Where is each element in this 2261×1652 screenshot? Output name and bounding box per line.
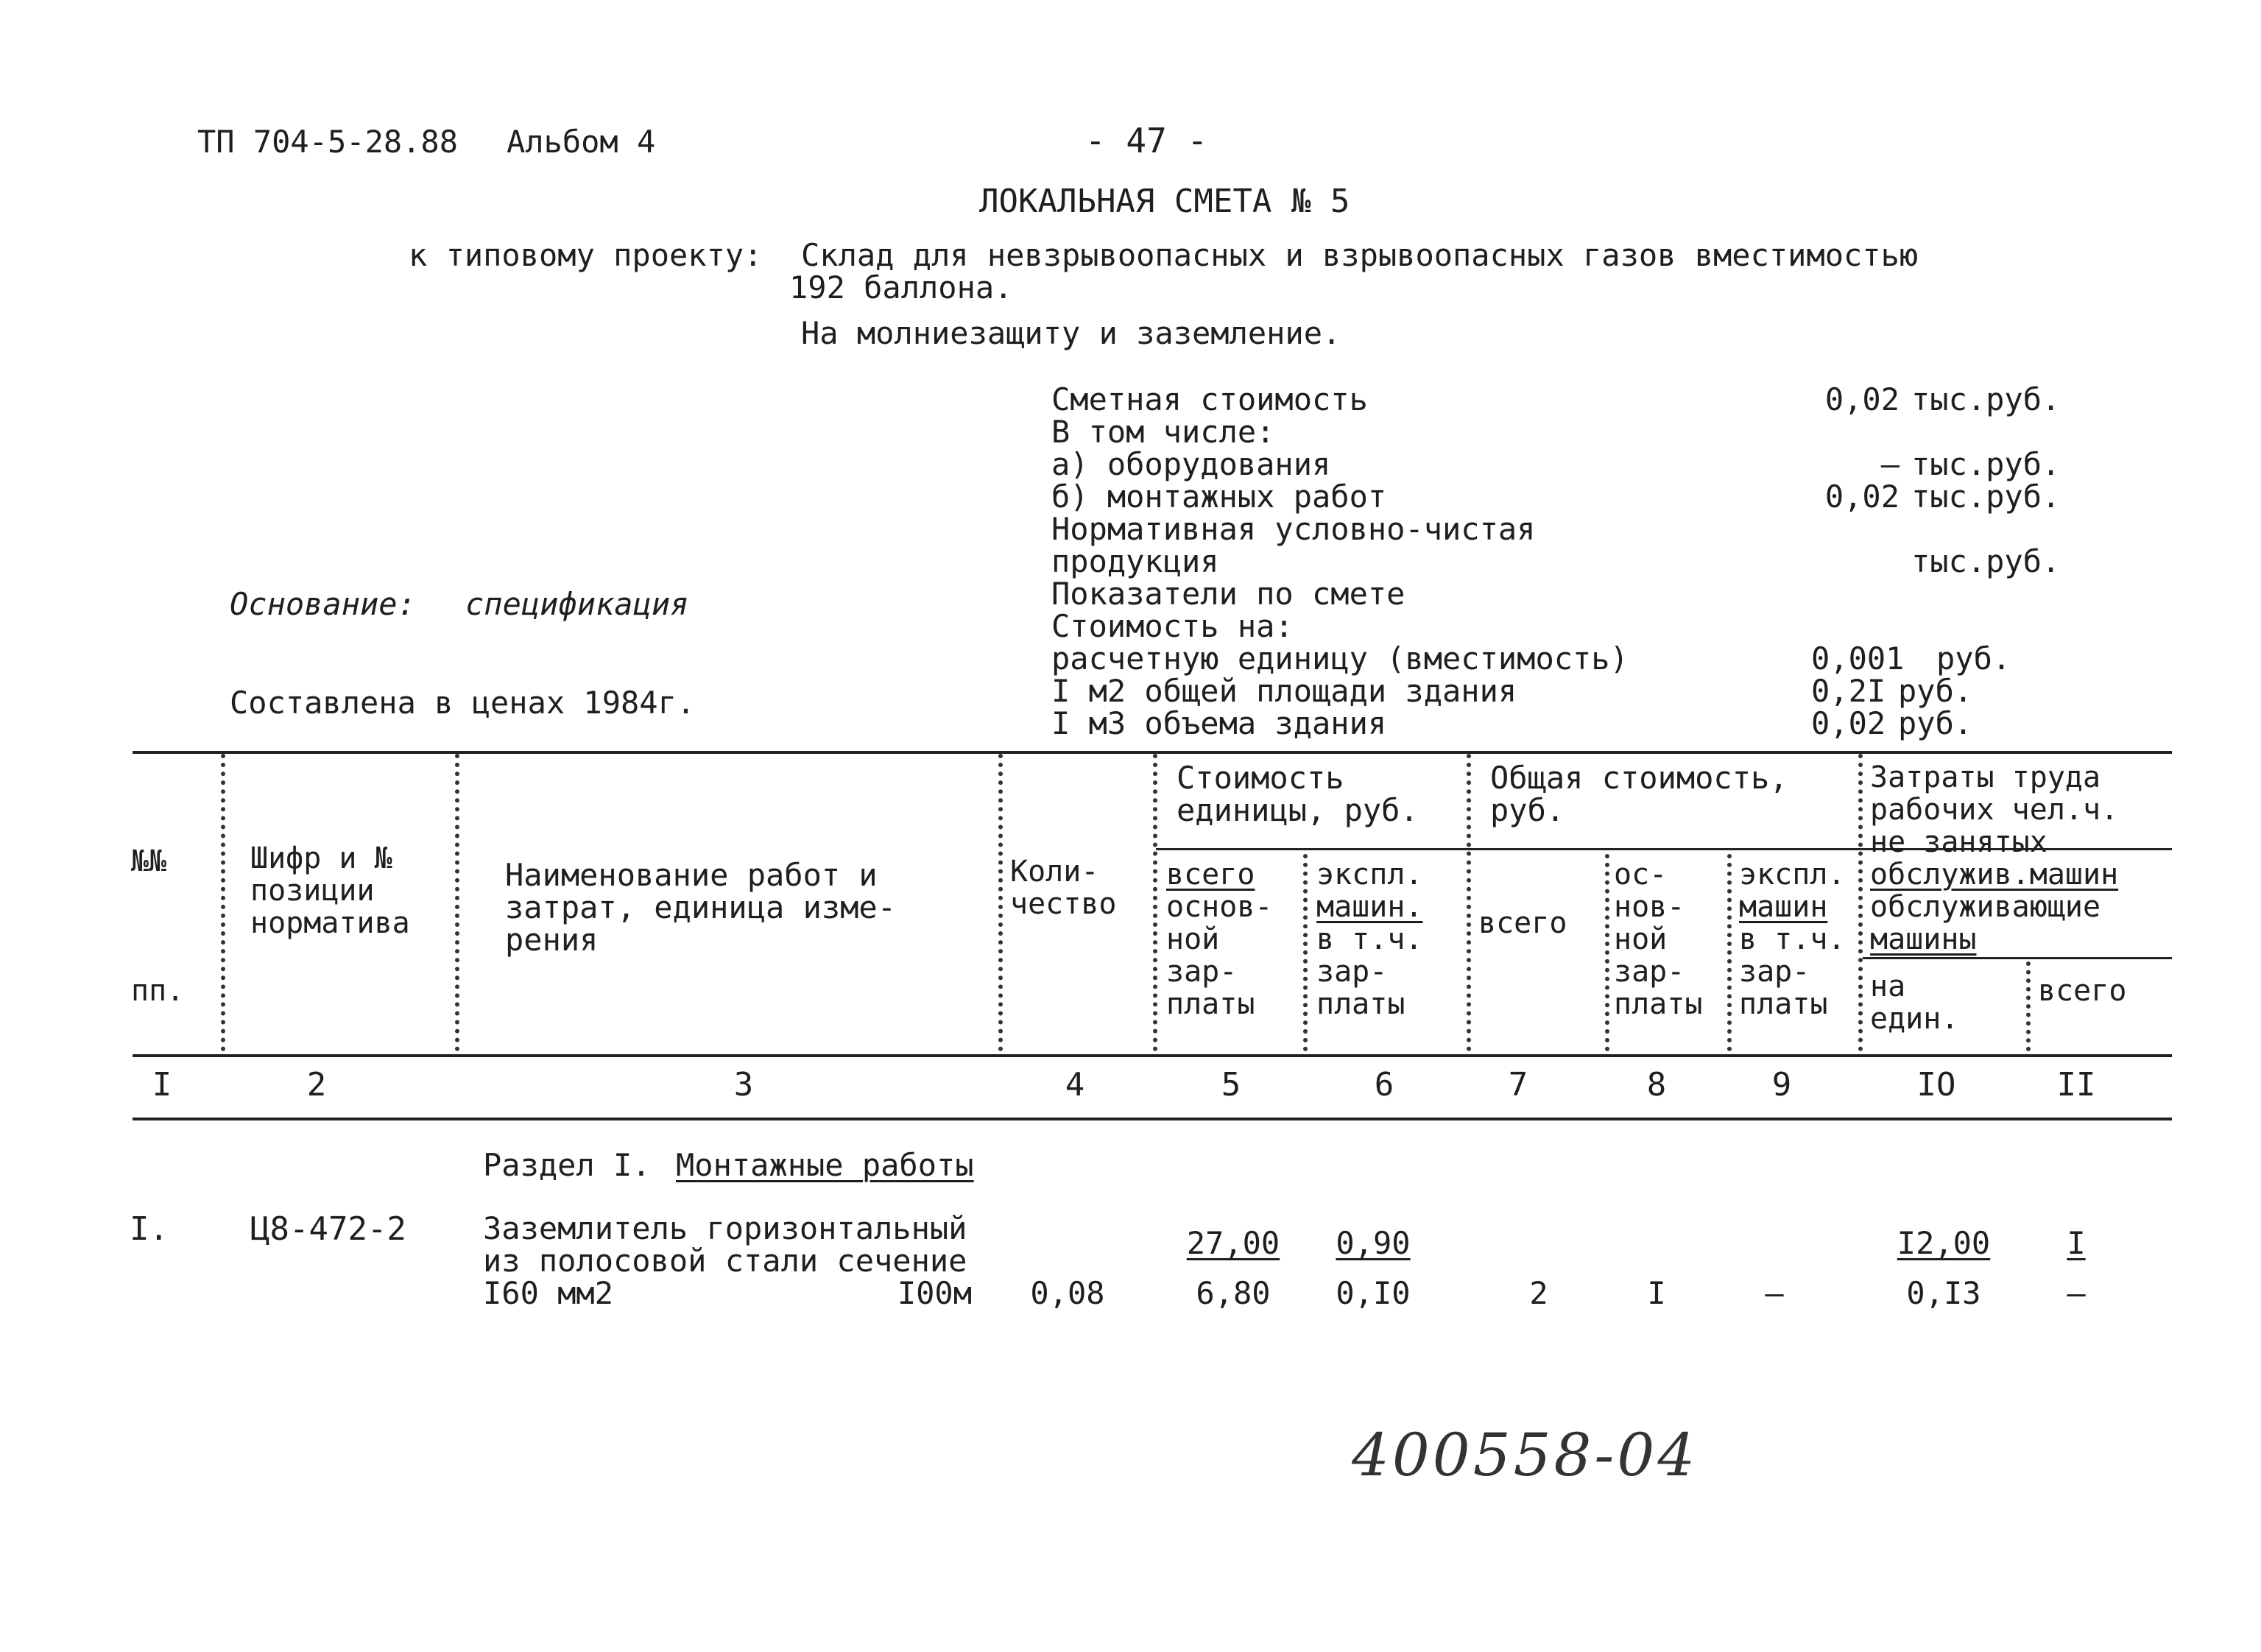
column-separator bbox=[1727, 854, 1732, 1051]
summary-label: I м2 общей площади здания bbox=[1051, 673, 1517, 709]
section-title: Монтажные работы bbox=[676, 1147, 974, 1183]
page-number: - 47 - bbox=[1085, 121, 1208, 160]
header-work-name: Наименование работ и bbox=[505, 857, 878, 893]
column-separator bbox=[1467, 754, 1471, 1051]
row-col7-total: 2 bbox=[1529, 1275, 1548, 1311]
summary-label: расчетную единицу (вместимость) bbox=[1051, 640, 1629, 677]
column-separator bbox=[1153, 754, 1157, 1051]
row-col6-machines: 0,90 bbox=[1336, 1225, 1411, 1261]
project-name-line-1: Склад для невзрывоопасных и взрывоопасных газов вместимостью bbox=[801, 237, 1919, 273]
column-number: 6 bbox=[1374, 1066, 1394, 1104]
estimate-purpose: На молниезащиту и заземление. bbox=[801, 315, 1341, 351]
header-code: Шифр и № bbox=[250, 841, 392, 875]
summary-unit: тыс.руб. bbox=[1911, 381, 2061, 417]
header-col8: ос- bbox=[1614, 858, 1668, 892]
summary-label: Показатели по смете bbox=[1051, 576, 1405, 612]
header-col9: в т.ч. bbox=[1739, 922, 1846, 956]
row-number: I. bbox=[130, 1210, 169, 1248]
summary-unit: тыс.руб. bbox=[1911, 446, 2061, 482]
row-col10-per-unit: I2,00 bbox=[1897, 1225, 1991, 1261]
header-col6: зар- bbox=[1316, 955, 1388, 989]
summary-value: – bbox=[1880, 446, 1900, 482]
handwritten-number: 400558-04 bbox=[1352, 1421, 1699, 1489]
header-col8: зар- bbox=[1614, 955, 1685, 989]
column-separator bbox=[998, 754, 1003, 1051]
header-col6: машин. bbox=[1316, 890, 1423, 924]
header-col6: платы bbox=[1316, 987, 1405, 1021]
header-col5: всего bbox=[1166, 858, 1255, 892]
summary-unit: руб. bbox=[1898, 705, 1973, 741]
column-number: II bbox=[2056, 1066, 2096, 1104]
header-unit-cost: Стоимость bbox=[1177, 760, 1344, 796]
header-col9: зар- bbox=[1739, 955, 1810, 989]
header-work-name: затрат, единица изме- bbox=[505, 889, 897, 925]
summary-value: 0,02 bbox=[1824, 479, 1900, 515]
header-quantity: Коли- bbox=[1010, 855, 1099, 889]
summary-unit: тыс.руб. bbox=[1911, 479, 2061, 515]
column-number: 2 bbox=[306, 1066, 327, 1104]
row-col11-total-machines: – bbox=[2067, 1275, 2086, 1311]
row-col8-wages: I bbox=[1647, 1275, 1666, 1311]
column-separator bbox=[455, 754, 459, 1051]
summary-value: 0,02 bbox=[1811, 705, 1886, 741]
header-labor: не занятых bbox=[1870, 825, 2047, 859]
row-unit: I00м bbox=[897, 1275, 972, 1311]
summary-label: б) монтажных работ bbox=[1051, 479, 1387, 515]
header-col7: всего bbox=[1478, 906, 1567, 940]
header-total-cost: руб. bbox=[1490, 792, 1565, 828]
header-total-cost: Общая стоимость, bbox=[1490, 760, 1788, 796]
header-labor: Затраты труда bbox=[1870, 760, 2101, 794]
row-work-name: Заземлитель горизонтальный bbox=[483, 1210, 967, 1246]
header-col9: платы bbox=[1739, 987, 1828, 1021]
summary-label: продукция bbox=[1051, 543, 1219, 579]
row-col9-machines: – bbox=[1765, 1275, 1784, 1311]
header-col10: един. bbox=[1870, 1002, 1959, 1036]
summary-unit: тыс.руб. bbox=[1911, 543, 2061, 579]
column-number: 5 bbox=[1221, 1066, 1241, 1104]
row-code: Ц8-472-2 bbox=[250, 1210, 406, 1248]
header-col6: в т.ч. bbox=[1316, 922, 1423, 956]
column-numbers-rule bbox=[133, 1118, 2172, 1120]
summary-label: а) оборудования bbox=[1051, 446, 1331, 482]
row-work-name: из полосовой стали сечение bbox=[483, 1243, 967, 1279]
header-col8: платы bbox=[1614, 987, 1703, 1021]
row-work-name: I60 мм2 bbox=[483, 1275, 614, 1311]
summary-label: Нормативная условно-чистая bbox=[1051, 511, 1536, 547]
header-col5: платы bbox=[1166, 987, 1255, 1021]
row-col10-per-unit-machines: 0,I3 bbox=[1906, 1275, 1981, 1311]
header-number: пп. bbox=[131, 974, 185, 1008]
column-separator bbox=[1858, 754, 1863, 1051]
header-labor: машины bbox=[1870, 922, 1977, 956]
column-separator bbox=[1605, 854, 1609, 1051]
table-top-rule bbox=[133, 751, 2172, 754]
header-code: позиции bbox=[250, 874, 375, 908]
column-separator bbox=[221, 754, 225, 1051]
header-col8: ной bbox=[1614, 922, 1668, 956]
row-col6-wages: 0,I0 bbox=[1336, 1275, 1411, 1311]
header-col5: зар- bbox=[1166, 955, 1238, 989]
column-number: 8 bbox=[1646, 1066, 1667, 1104]
header-labor: обслуживающие bbox=[1870, 890, 2101, 924]
summary-unit: руб. bbox=[1898, 673, 1973, 709]
row-col11-total: I bbox=[2067, 1225, 2086, 1261]
header-labor: обслужив.машин bbox=[1870, 858, 2119, 892]
summary-value: 0,001 bbox=[1811, 640, 1905, 677]
row-col5-total: 27,00 bbox=[1186, 1225, 1280, 1261]
column-number: I bbox=[152, 1066, 172, 1104]
row-col5-wages: 6,80 bbox=[1196, 1275, 1271, 1311]
column-number: 4 bbox=[1065, 1066, 1085, 1104]
prices-note: Составлена в ценах 1984г. bbox=[230, 685, 696, 721]
header-col9: экспл. bbox=[1739, 858, 1846, 892]
basis-value: спецификация bbox=[465, 586, 689, 622]
summary-value: 0,2I bbox=[1811, 673, 1886, 709]
summary-label: В том числе: bbox=[1051, 414, 1275, 450]
basis-label: Основание: bbox=[230, 586, 416, 622]
column-separator bbox=[2026, 961, 2031, 1051]
header-col10: на bbox=[1870, 970, 1906, 1003]
header-col5: ной bbox=[1166, 922, 1220, 956]
header-work-name: рения bbox=[505, 922, 599, 958]
header-quantity: чество bbox=[1010, 887, 1117, 921]
summary-unit: руб. bbox=[1936, 640, 2011, 677]
section-prefix: Раздел I. bbox=[483, 1147, 651, 1183]
summary-label: Стоимость на: bbox=[1051, 608, 1294, 644]
document-title: ЛОКАЛЬНАЯ СМЕТА № 5 bbox=[979, 183, 1350, 220]
header-col5: основ- bbox=[1166, 890, 1273, 924]
album-label: Альбом 4 bbox=[507, 124, 656, 160]
header-code: норматива bbox=[250, 906, 410, 940]
column-number: IO bbox=[1916, 1066, 1956, 1104]
project-reference: ТП 704-5-28.88 bbox=[197, 124, 459, 160]
row-quantity: 0,08 bbox=[1030, 1275, 1105, 1311]
header-number: №№ bbox=[131, 844, 167, 878]
column-number: 7 bbox=[1508, 1066, 1528, 1104]
project-name-line-2: 192 баллона. bbox=[789, 269, 1013, 306]
summary-label: I м3 объема здания bbox=[1051, 705, 1387, 741]
header-col6: экспл. bbox=[1316, 858, 1423, 892]
project-label: к типовому проекту: bbox=[409, 237, 763, 273]
column-number: 9 bbox=[1771, 1066, 1792, 1104]
header-col9: машин bbox=[1739, 890, 1828, 924]
labor-subheader-rule bbox=[1863, 957, 2172, 959]
header-col11: всего bbox=[2038, 974, 2127, 1008]
summary-label: Сметная стоимость bbox=[1051, 381, 1368, 417]
column-separator bbox=[1303, 854, 1308, 1051]
header-unit-cost: единицы, руб. bbox=[1177, 792, 1419, 828]
header-col8: нов- bbox=[1614, 890, 1685, 924]
column-number: 3 bbox=[733, 1066, 754, 1104]
header-bottom-rule bbox=[133, 1054, 2172, 1057]
summary-value: 0,02 bbox=[1824, 381, 1900, 417]
header-labor: рабочих чел.ч. bbox=[1870, 793, 2119, 827]
